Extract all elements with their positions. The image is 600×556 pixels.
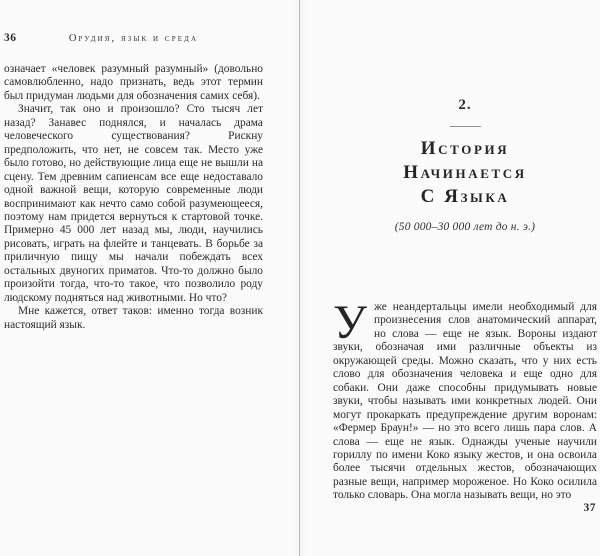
- body-paragraph: Мне кажется, ответ таков: именно тогда возник настоящий язык.: [4, 305, 263, 331]
- chapter-subtitle: (50 000–30 000 лет до н. э.): [394, 221, 536, 233]
- first-paragraph-text: же неандертальцы имели необходимый для произнесения слов анатомический аппарат, но слова — еще не язык. Вороны издают звуки, обозначая ими различные объекты из окружающей среды. Можно сказать, что у них есть слово для обозначения человека и еще одно для собаки. Они даже способны придумывать новые звуки, чтобы называть ими конкретных людей. Они могут прокаркать предупреждение другим воронам: «Фермер Браун!» — но это всего лишь пара слов. А слова — еще не язык. Однажды ученые научили гориллу по имени Коко языку жестов, и она освоила более тысячи отдельных жестов, обозначающих разные вещи, например мороженое. Но Коко осилила только словарь. Она могла называть вещи, но это: [333, 301, 597, 502]
- chapter-header: [333, 0, 597, 233]
- body-paragraph: означает «человек разумный разумный» (довольно самовлюбленно, надо признать, ведь этот термин был придуман людьми для обозначения самих себя).: [4, 63, 263, 102]
- right-body-text: [333, 296, 597, 503]
- drop-cap: У: [333, 296, 367, 349]
- left-body-text: [4, 63, 263, 332]
- right-page: [300, 0, 600, 556]
- chapter-title-line: История: [420, 138, 510, 159]
- running-header: [4, 32, 263, 45]
- chapter-title-line: С Языка: [420, 186, 510, 207]
- page-number-right: 37: [583, 502, 596, 514]
- chapter-title-line: Начинается: [403, 162, 527, 183]
- chapter-divider-rule: [450, 126, 481, 127]
- chapter-title: [333, 137, 597, 209]
- chapter-number: 2.: [458, 97, 472, 113]
- body-paragraph: [333, 296, 597, 503]
- body-paragraph: Значит, так оно и произошло? Сто тысяч лет назад? Занавес поднялся, и началась драма человеческого существования? Рискну предположить, что нет, не совсем так. Место уже было готово, но действующие лица еще не вышли на сцену. Тем древним сапиенсам все еще недоставало одной важной вещи, которую современные люди воспринимают как нечто само собой разумеющееся, поэтому нам придется вернуться к стартовой точке. Примерно 45 000 лет назад мы, люди, научились рисовать, играть на флейте и танцевать. В борьбе за приличную пищу мы начали побеждать всех остальных двуногих приматов. Что-то должно было произойти тогда, что-то такое, что позволило роду людскому подняться над животными. Но что?: [4, 103, 263, 304]
- running-header-title: Орудия, язык и среда: [68, 33, 199, 44]
- page-number-left: 36: [4, 32, 17, 44]
